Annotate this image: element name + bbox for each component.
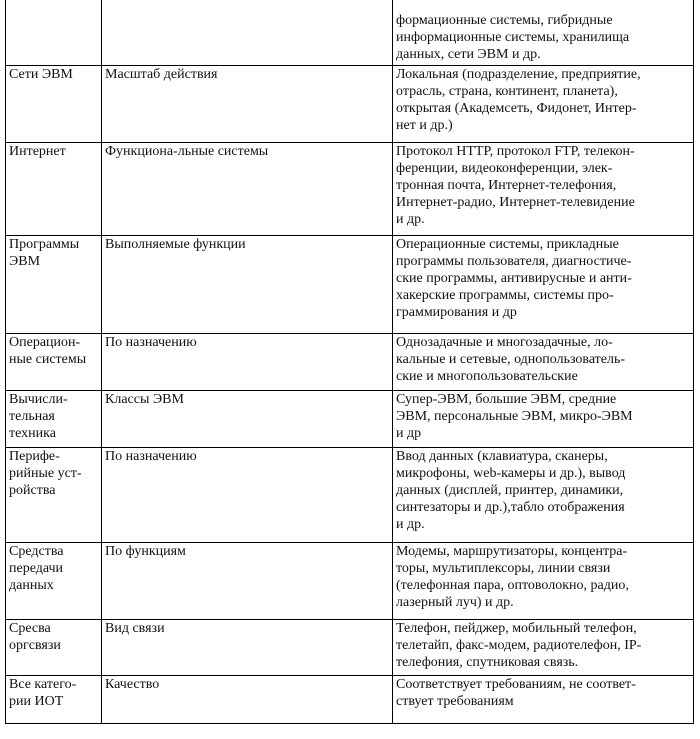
table-row (6, 0, 694, 66)
table-row (6, 143, 694, 236)
category-cell: Средства передачи данных (6, 543, 102, 620)
category-cell (6, 0, 102, 66)
examples-cell: Соответствует требованиям, не соответ- ствует требованиям (393, 676, 694, 724)
category-cell: Программы ЭВМ (6, 236, 102, 334)
table-row (6, 236, 694, 334)
category-cell: Перифе- рийные уст- ройства (6, 448, 102, 543)
table-row (6, 543, 694, 620)
criterion-cell: Вид связи (102, 620, 393, 676)
table-row (6, 620, 694, 676)
examples-cell: Ввод данных (клавиатура, сканеры, микрофоны, web-камеры и др.), вывод данных (дисплей, принтер, динамики, синтезаторы и др.),табло отображения и др. (393, 448, 694, 543)
examples-cell: формационные системы, гибридные информационные системы, хранилища данных, сети ЭВМ и др. (393, 0, 694, 66)
category-cell: Сресва оргсвязи (6, 620, 102, 676)
table-row (6, 448, 694, 543)
criterion-cell (102, 0, 393, 66)
criterion-cell: По назначению (102, 334, 393, 391)
category-cell: Интернет (6, 143, 102, 236)
examples-cell: Протокол HTTP, протокол FTP, телекон- ференции, видеоконференции, элек- тронная почта, Интернет-телефония, Интернет-радио, Интернет-телевидение и др. (393, 143, 694, 236)
criterion-cell: Масштаб действия (102, 66, 393, 143)
criterion-cell: Классы ЭВМ (102, 391, 393, 448)
criterion-cell: Выполняемые функции (102, 236, 393, 334)
examples-cell: Супер-ЭВМ, большие ЭВМ, средние ЭВМ, персональные ЭВМ, микро-ЭВМ и др (393, 391, 694, 448)
classification-table (5, 0, 694, 724)
category-cell: Вычисли- тельная техника (6, 391, 102, 448)
examples-cell: Модемы, маршрутизаторы, концентра- торы, мультиплексоры, линии связи (телефонная пара, оптоволокно, радио, лазерный луч) и др. (393, 543, 694, 620)
criterion-cell: По функциям (102, 543, 393, 620)
category-cell: Все катего- рии ИОТ (6, 676, 102, 724)
category-cell: Операцион- ные системы (6, 334, 102, 391)
category-cell: Сети ЭВМ (6, 66, 102, 143)
criterion-cell: Функциона-льные системы (102, 143, 393, 236)
table-row (6, 334, 694, 391)
table-row (6, 676, 694, 724)
examples-cell: Операционные системы, прикладные программы пользователя, диагностиче- ские программы, антивирусные и анти- хакерские программы, системы про- граммирования и др (393, 236, 694, 334)
examples-cell: Однозадачные и многозадачные, ло- кальные и сетевые, однопользователь- ские и многопользовательские (393, 334, 694, 391)
table-row (6, 391, 694, 448)
examples-cell: Локальная (подразделение, предприятие, отрасль, страна, континент, планета), открытая (Академсеть, Фидонет, Интер- нет и др.) (393, 66, 694, 143)
table-row (6, 66, 694, 143)
criterion-cell: По назначению (102, 448, 393, 543)
criterion-cell: Качество (102, 676, 393, 724)
examples-cell: Телефон, пейджер, мобильный телефон, телетайп, факс-модем, радиотелефон, IP- телефония, спутниковая связь. (393, 620, 694, 676)
